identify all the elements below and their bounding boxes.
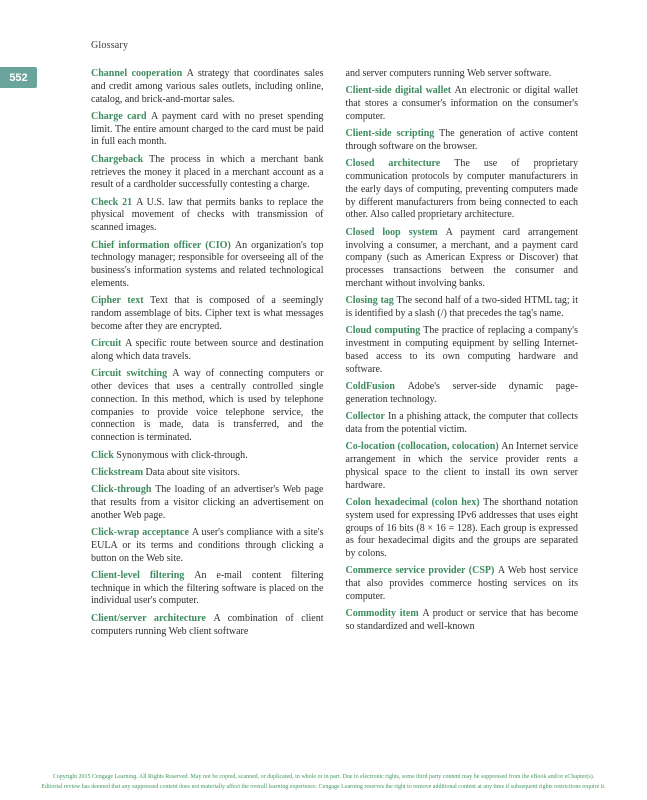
page-number-badge: 552 — [0, 67, 37, 88]
glossary-term: Co-location (collocation, colocation) — [345, 441, 499, 453]
copyright-footer — [24, 773, 623, 792]
glossary-entry — [91, 240, 324, 291]
glossary-entry — [346, 497, 579, 561]
glossary-term: Client/server architecture — [91, 612, 206, 624]
glossary-entry — [91, 570, 324, 608]
glossary-term: Closing tag — [345, 295, 394, 307]
glossary-entry — [91, 197, 324, 235]
glossary-definition: The practice of replacing a company's investment in computing equipment by selling Internet-based access to its own computing hardware and software. — [345, 325, 579, 375]
glossary-term: Closed architecture — [345, 158, 441, 170]
glossary-entry — [346, 565, 579, 603]
glossary-definition: A way of connecting computers or other devices that uses a centrally controlled single connection. In this method, which is used by telephone companies to provide voice telephone service, the connection is made, data is transferred, and the connection is terminated. — [91, 368, 324, 444]
glossary-definition: The process in which a merchant bank retrieves the money it placed in a merchant account as a result of a cardholder successfully contesting a charge. — [91, 153, 324, 191]
glossary-entry — [91, 467, 324, 480]
glossary-definition: A U.S. law that permits banks to replace the physical movement of checks with transmission of scanned images. — [91, 196, 324, 234]
glossary-definition: A strategy that coordinates sales and credit among various sales outlets, including online, catalog, and brick-and-mortar sales. — [91, 68, 324, 105]
footer-line-2: Editorial review has deemed that any suppressed content does not materially affect the overall learning experience. Cengage Learning reserves the right to remove additional content at any time if subsequent rights restrictions require it. — [41, 783, 606, 790]
glossary-entry — [91, 111, 324, 149]
glossary-entry — [346, 158, 579, 222]
running-head: Glossary — [91, 40, 129, 51]
glossary-definition: A combination of client computers running Web client software — [91, 612, 324, 637]
footer-line-1: Copyright 2015 Cengage Learning. All Rights Reserved. May not be copied, scanned, or duplicated, in whole or in part. Due to electronic rights, some third party content may be suppressed from the eBook and/or eChapter(s). — [52, 774, 595, 781]
glossary-entry — [91, 368, 324, 445]
glossary-definition: A Web host service that also provides commerce hosting services on its computer. — [345, 565, 579, 602]
glossary-term: Clickstream — [91, 466, 144, 478]
glossary-entry — [91, 338, 324, 364]
glossary-entry — [346, 227, 579, 291]
glossary-definition: Data about site visitors. — [145, 466, 240, 478]
glossary-definition: Adobe's server-side dynamic page-generation technology. — [345, 381, 578, 405]
glossary-term: Click-through — [91, 484, 152, 496]
glossary-term: Channel cooperation — [91, 68, 183, 79]
glossary-term: Client-level filtering — [91, 569, 185, 581]
glossary-entry — [346, 295, 579, 321]
glossary-entry — [346, 608, 579, 634]
glossary-definition: The generation of active content through software on the browser. — [345, 128, 579, 152]
glossary-entry — [91, 68, 324, 106]
glossary-term: Chargeback — [91, 153, 144, 165]
glossary-definition: In a phishing attack, the computer that collects data from the potential victim. — [345, 411, 579, 435]
right-column — [346, 68, 579, 643]
glossary-entry — [346, 128, 579, 154]
glossary-definition: Synonymous with click-through. — [116, 449, 248, 461]
glossary-entry — [91, 613, 324, 639]
glossary-entry — [91, 154, 324, 192]
glossary-term: Check 21 — [91, 196, 133, 208]
glossary-definition: A specific route between source and destination along which data travels. — [91, 338, 324, 362]
glossary-entry — [346, 441, 579, 492]
glossary-definition: The second half of a two-sided HTML tag; it is identified by a slash (/) that precedes the tag's name. — [345, 295, 578, 320]
glossary-definition: The shorthand notation system used for expressing IPv6 addresses that uses eight groups of 16 bits (8 × 16 = 128). Each group is expressed as four hexadecimal digits and the groups are separated by colons. — [345, 496, 579, 560]
glossary-term: Colon hexadecimal (colon hex) — [345, 496, 480, 508]
glossary-term: Cloud computing — [345, 325, 421, 337]
glossary-definition: An Internet service arrangement in which the service provider rents a physical space to the client to install its own server hardware. — [345, 441, 579, 491]
glossary-definition: The use of proprietary communication protocols by computer manufacturers in the early days of computing, preventing computers made by different manufacturers from being connected to each other. Also called proprietary architecture. — [345, 158, 578, 221]
glossary-definition: A payment card with no preset spending limit. The entire amount charged to the card must be paid in full each month. — [91, 110, 324, 148]
glossary-term: Cipher text — [91, 295, 144, 307]
glossary-definition: A user's compliance with a site's EULA or its terms and conditions through clicking a button on the Web site. — [91, 527, 324, 564]
glossary-definition: A product or service that has become so standardized and well-known — [345, 608, 579, 633]
glossary-term: Circuit — [91, 338, 122, 350]
glossary-entry — [346, 381, 579, 407]
glossary-definition: A payment card arrangement involving a consumer, a merchant, and a payment card company (such as American Express or Discover) that processes transactions between the consumer and merchant without involving banks. — [345, 226, 578, 289]
glossary-definition: Text that is composed of a seemingly random assemblage of bits. Cipher text is what messages become after they are encrypted. — [91, 295, 324, 332]
glossary-term: Client-side scripting — [345, 128, 435, 140]
glossary-term: Circuit switching — [91, 368, 168, 380]
glossary-term: Click — [91, 449, 114, 461]
glossary-term: Click-wrap acceptance — [91, 527, 189, 538]
glossary-definition: An e-mail content filtering technique in which the filtering software is placed on the individual user's computer. — [91, 569, 324, 607]
glossary-entry — [346, 411, 579, 437]
glossary-entry — [91, 484, 324, 522]
glossary-definition: An organization's top technology manager; responsible for overseeing all of the business's information systems and related technological elements. — [91, 239, 324, 289]
glossary-term: Collector — [345, 411, 385, 423]
glossary-term: Commerce service provider (CSP) — [345, 565, 495, 577]
glossary-term: Commodity item — [345, 608, 419, 620]
glossary-term: Closed loop system — [345, 226, 438, 238]
glossary-entry — [346, 325, 579, 376]
glossary-definition: An electronic or digital wallet that stores a consumer's information on the consumer's computer. — [345, 85, 578, 122]
glossary-entry — [91, 527, 324, 565]
glossary-term: Charge card — [91, 110, 147, 122]
glossary-columns — [91, 68, 578, 643]
glossary-entry — [91, 295, 324, 333]
glossary-entry — [91, 450, 324, 463]
glossary-term: Client-side digital wallet — [345, 85, 452, 97]
glossary-term: Chief information officer (CIO) — [91, 239, 231, 251]
glossary-entry — [346, 68, 579, 81]
glossary-term: ColdFusion — [345, 381, 395, 393]
glossary-definition: The loading of an advertiser's Web page that results from a visitor clicking an advertisement on another Web page. — [91, 484, 324, 521]
left-column — [91, 68, 324, 643]
glossary-entry — [346, 85, 579, 123]
glossary-definition: and server computers running Web server software. — [345, 68, 552, 79]
